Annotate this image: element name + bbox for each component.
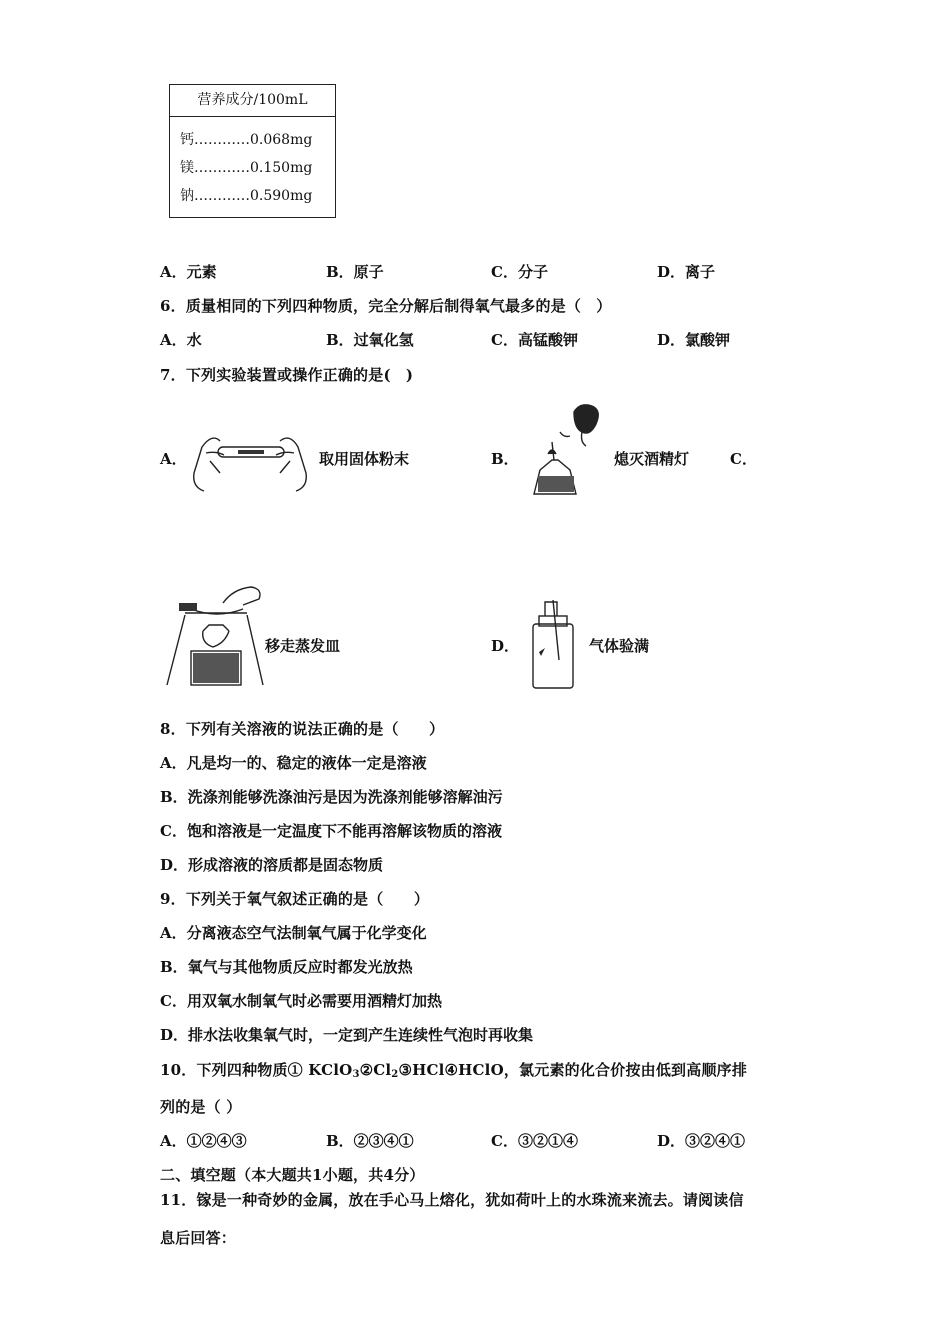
q9-option-b[interactable]: B．氧气与其他物质反应时都发光放热	[160, 958, 413, 976]
q5-option-c[interactable]: C．分子	[491, 263, 548, 281]
q8-option-a[interactable]: A．凡是均一的、稳定的液体一定是溶液	[160, 754, 427, 772]
nutrition-row: 钙…………0.068mg	[180, 132, 313, 148]
alcohol-lamp-blowing-illustration	[530, 402, 606, 498]
q9-option-a[interactable]: A．分离液态空气法制氧气属于化学变化	[160, 924, 427, 942]
evaporating-dish-tripod-illustration	[163, 585, 271, 691]
q10-stem-line2: 列的是（ ）	[160, 1098, 242, 1116]
q8-option-c[interactable]: C．饱和溶液是一定温度下不能再溶解该物质的溶液	[160, 822, 502, 840]
q8-option-d[interactable]: D．形成溶液的溶质都是固态物质	[160, 856, 384, 874]
nutrition-row: 钠…………0.590mg	[180, 188, 313, 204]
q6-option-b[interactable]: B．过氧化氢	[326, 331, 414, 349]
q9-stem: 9．下列关于氧气叙述正确的是（ ）	[160, 890, 430, 908]
q6-option-c[interactable]: C．高锰酸钾	[491, 331, 578, 349]
q9-option-d[interactable]: D．排水法收集氧气时，一定到产生连续性气泡时再收集	[160, 1026, 534, 1044]
q11-stem-line2: 息后回答：	[160, 1229, 237, 1247]
nutrition-header: 营养成分/100mL	[170, 85, 335, 117]
q5-option-d[interactable]: D．离子	[657, 263, 716, 281]
q6-stem: 6．质量相同的下列四种物质，完全分解后制得氧气最多的是（ ）	[160, 297, 612, 315]
nutrition-table	[169, 84, 336, 218]
q6-option-d[interactable]: D．氯酸钾	[657, 331, 731, 349]
q7-option-d-text: 气体验满	[589, 637, 650, 655]
q11-stem: 11．镓是一种奇妙的金属，放在手心马上熔化，犹如荷叶上的水珠流来流去。请阅读信	[160, 1191, 744, 1209]
q10-option-c[interactable]: C．③②①④	[491, 1132, 578, 1150]
q7-option-a-text: 取用固体粉末	[319, 450, 410, 468]
q10-stem: 10．下列四种物质① $KClO_3②Cl_2③HCl④HClO$，氯元素的化合价按由低到高顺序排	[160, 1061, 748, 1080]
q7-option-b-text: 熄灭酒精灯	[614, 450, 690, 468]
q5-option-a[interactable]: A．元素	[160, 263, 217, 281]
section-heading: 二、填空题（本大题共1小题，共4分）	[160, 1166, 425, 1184]
q7-option-b-label[interactable]: B．	[491, 450, 519, 468]
q7-option-c-label[interactable]: C．	[730, 450, 757, 468]
test-tube-powder-illustration	[190, 433, 310, 495]
gas-bottle-full-test-illustration	[525, 598, 581, 692]
q7-stem: 7．下列实验装置或操作正确的是( )	[160, 366, 414, 384]
q7-option-c-text: 移走蒸发皿	[265, 637, 341, 655]
q10-option-a[interactable]: A．①②④③	[160, 1132, 247, 1150]
q10-option-d[interactable]: D．③②④①	[657, 1132, 746, 1150]
q8-option-b[interactable]: B．洗涤剂能够洗涤油污是因为洗涤剂能够溶解油污	[160, 788, 503, 806]
q8-stem: 8．下列有关溶液的说法正确的是（ ）	[160, 720, 445, 738]
q7-option-a-label[interactable]: A．	[160, 450, 187, 468]
q7-option-d-label[interactable]: D．	[491, 637, 520, 655]
nutrition-row: 镁…………0.150mg	[180, 160, 313, 176]
q10-option-b[interactable]: B．②③④①	[326, 1132, 414, 1150]
q5-option-b[interactable]: B．原子	[326, 263, 384, 281]
q9-option-c[interactable]: C．用双氧水制氧气时必需要用酒精灯加热	[160, 992, 442, 1010]
q6-option-a[interactable]: A．水	[160, 331, 202, 349]
